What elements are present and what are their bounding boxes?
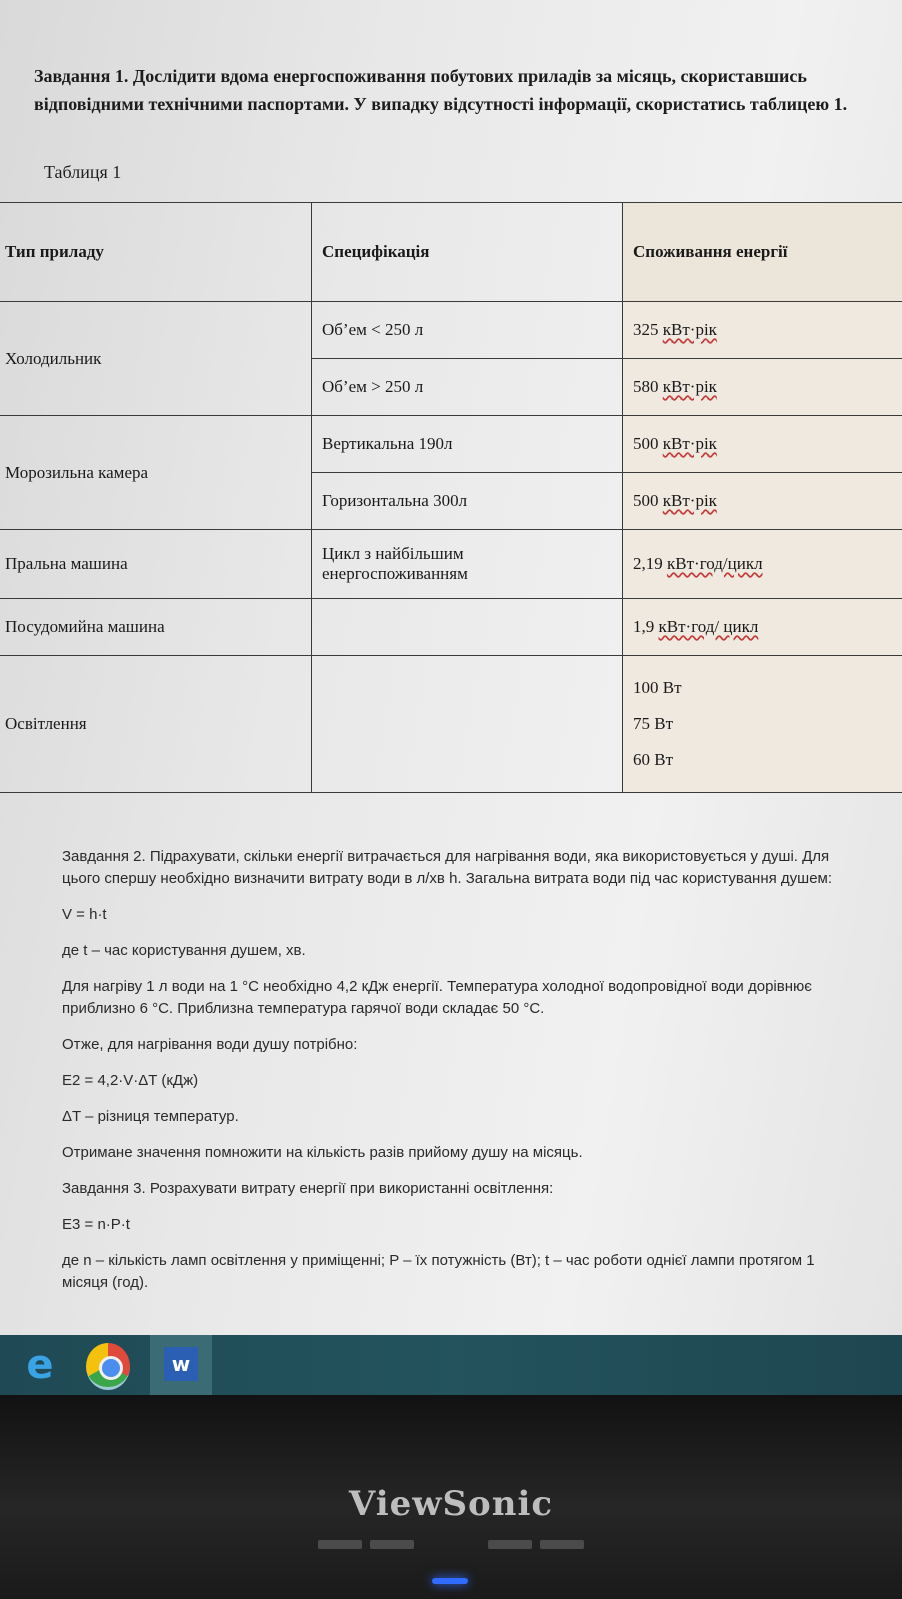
monitor-brand-logo: ViewSonic — [348, 1484, 554, 1524]
table-row — [0, 416, 902, 473]
energy-table — [0, 202, 902, 793]
table-header-row — [0, 203, 902, 302]
monitor-button[interactable] — [540, 1540, 584, 1549]
dishwasher-spec — [312, 599, 623, 656]
washer-type: Пральна машина — [0, 530, 312, 599]
fridge-spec-small: Об’ем < 250 л — [312, 302, 623, 359]
monitor-button[interactable] — [488, 1540, 532, 1549]
dishwasher-type: Посудомийна машина — [0, 599, 312, 656]
formula-e3: E3 = n·P·t — [62, 1216, 130, 1233]
task3-intro: Завдання 3. Розрахувати витрату енергії при використанні освітлення: — [62, 1180, 554, 1197]
freezer-spec-horizontal: Горизонтальна 300л — [312, 473, 623, 530]
fridge-type: Холодильник — [0, 302, 312, 416]
chrome-icon[interactable] — [86, 1343, 130, 1390]
monitor-button[interactable] — [370, 1540, 414, 1549]
taskbar — [0, 1335, 902, 1395]
freezer-spec-vertical: Вертикальна 190л — [312, 416, 623, 473]
freezer-type: Морозильна камера — [0, 416, 312, 530]
header-consumption: Споживання енергії — [623, 203, 902, 302]
lighting-type: Освітлення — [0, 656, 312, 793]
header-type: Тип приладу — [0, 203, 312, 302]
washer-value: 2,19 кВт·год/цикл — [623, 530, 902, 599]
table-row — [0, 656, 902, 793]
washer-spec: Цикл з найбільшим енергоспоживанням — [312, 530, 623, 599]
lighting-spec — [312, 656, 623, 793]
monitor-button[interactable] — [318, 1540, 362, 1549]
formula-e2: E2 = 4,2·V·ΔT (кДж) — [62, 1072, 199, 1089]
heating-text: Для нагріву 1 л води на 1 °C необхідно 4,2 кДж енергії. Температура холодної водопровідної води дорівнює приблизно 6 °C. Приблизна температура гарячої води складає 50 °C. — [62, 978, 812, 1017]
lighting-values — [623, 656, 902, 793]
formula-v: V = h·t — [62, 906, 107, 923]
edge-icon[interactable]: e — [26, 1342, 54, 1388]
lighting-value-75: 75 Вт — [633, 714, 674, 733]
dishwasher-value: 1,9 кВт·год/ цикл — [623, 599, 902, 656]
so-text: Отже, для нагрівання води душу потрібно: — [62, 1036, 358, 1053]
fridge-value-large: 580 кВт·рік — [623, 359, 902, 416]
power-led[interactable] — [432, 1578, 468, 1584]
multiply-text: Отримане значення помножити на кількість разів прийому душу на місяць. — [62, 1144, 583, 1161]
task3-where: де n – кількість ламп освітлення у приміщенні; P – їх потужність (Вт); t – час роботи однієї лампи протягом 1 місяця (год). — [62, 1252, 815, 1291]
fridge-value-small: 325 кВт·рік — [623, 302, 902, 359]
fridge-spec-large: Об’ем > 250 л — [312, 359, 623, 416]
header-spec: Специфікація — [312, 203, 623, 302]
delta-text: ΔT – різниця температур. — [62, 1108, 239, 1125]
table-caption: Таблиця 1 — [44, 162, 122, 182]
lighting-value-100: 100 Вт — [633, 678, 682, 697]
word-taskbar-button[interactable] — [150, 1335, 212, 1395]
lighting-value-60: 60 Вт — [633, 750, 674, 769]
word-icon: w — [164, 1347, 198, 1381]
freezer-value-horizontal: 500 кВт·рік — [623, 473, 902, 530]
table-row — [0, 530, 902, 599]
task2-section — [62, 846, 862, 1308]
table-row — [0, 599, 902, 656]
freezer-value-vertical: 500 кВт·рік — [623, 416, 902, 473]
where-t: де t – час користування душем, хв. — [62, 942, 306, 959]
task2-intro: Завдання 2. Підрахувати, скільки енергії витрачається для нагрівання води, яка використовується у душі. Для цього спершу необхідно визначити витрату води в л/хв h. Загальна витрата води під час користування душем: — [62, 848, 833, 887]
task1-text: Завдання 1. Дослідити вдома енергоспоживання побутових приладів за місяць, скориставшись відповідними технічними паспортами. У випадку відсутності інформації, скористатись таблицею 1. — [34, 66, 848, 114]
table-row — [0, 302, 902, 359]
